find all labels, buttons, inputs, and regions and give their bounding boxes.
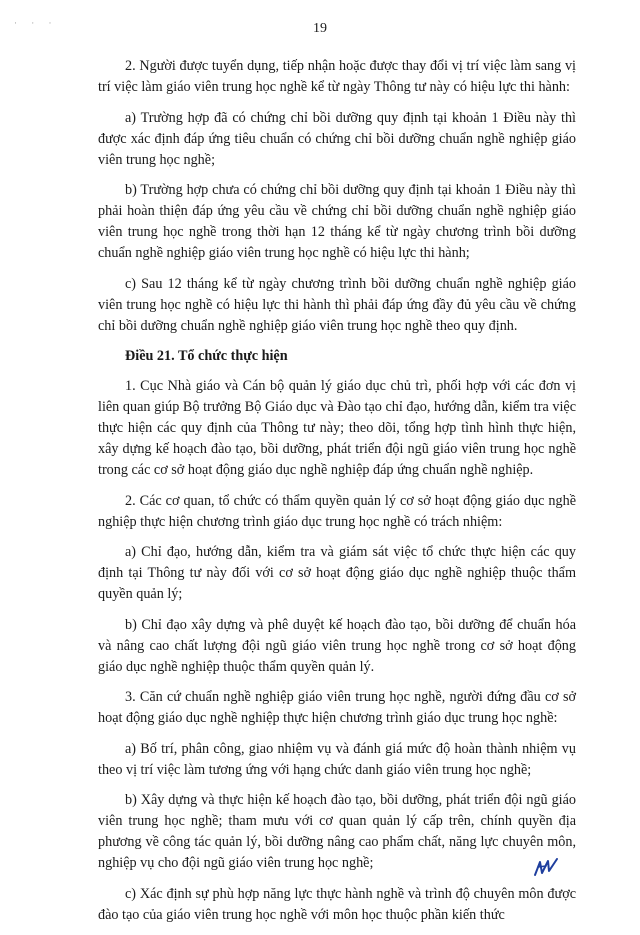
paragraph-article-21-item-3c: c) Xác định sự phù hợp năng lực thực hành nghề và trình độ chuyên môn được đào tạo của giáo viên trung học nghề với môn học thuộc phần kiến thức	[98, 885, 576, 923]
paragraph-article-21-item-1: 1. Cục Nhà giáo và Cán bộ quản lý giáo dục chủ trì, phối hợp với các đơn vị liên quan giúp Bộ trưởng Bộ Giáo dục và Đào tạo chỉ đạo, hướng dẫn, kiểm tra việc thực hiện các quy định của Thông tư này; theo dõi, tổng hợp tình hình thực hiện, xây dựng kế hoạch đào tạo, bồi dưỡng, phát triển đội ngũ giáo viên trung học nghề trong các cơ sở hoạt động giáo dục nghề nghiệp đáp ứng chuẩn nghề nghiệp.	[98, 378, 576, 478]
paragraph-item-2b: b) Trường hợp chưa có chứng chỉ bồi dưỡng quy định tại khoản 1 Điều này thì phải hoàn thiện đáp ứng yêu cầu về chứng chỉ bồi dưỡng chuẩn nghề nghiệp giáo viên trung học nghề trong thời hạn 12 tháng kể từ ngày chương trình bồi dưỡng chuẩn nghề nghiệp giáo viên trung học nghề có hiệu lực thi hành;	[98, 182, 576, 261]
handwritten-initials-icon	[532, 856, 566, 885]
paragraph-article-21-item-2b: b) Chỉ đạo xây dựng và phê duyệt kế hoạch đào tạo, bồi dưỡng để chuẩn hóa và nâng cao chất lượng đội ngũ giáo viên trung học nghề trong cơ sở hoạt động giáo dục nghề nghiệp thuộc thẩm quyền quản lý.	[98, 616, 576, 675]
scan-artifact: · · ·	[14, 18, 58, 28]
paragraph-item-2: 2. Người được tuyển dụng, tiếp nhận hoặc được thay đổi vị trí việc làm sang vị trí việc làm giáo viên trung học nghề kể từ ngày Thông tư này có hiệu lực thi hành:	[98, 58, 576, 95]
document-body	[98, 56, 576, 935]
paragraph-item-2a: a) Trường hợp đã có chứng chỉ bồi dưỡng quy định tại khoản 1 Điều này thì được xác định đáp ứng tiêu chuẩn có chứng chỉ bồi dưỡng chuẩn nghề nghiệp giáo viên trung học nghề;	[98, 109, 576, 168]
page-number: 19	[313, 21, 327, 36]
paragraph-article-21-item-2: 2. Các cơ quan, tổ chức có thẩm quyền quản lý cơ sở hoạt động giáo dục nghề nghiệp thực hiện chương trình giáo dục trung học nghề có trách nhiệm:	[98, 492, 576, 530]
article-21-heading: Điều 21. Tổ chức thực hiện	[125, 348, 288, 364]
paragraph-article-21-item-2a: a) Chỉ đạo, hướng dẫn, kiểm tra và giám sát việc tổ chức thực hiện các quy định tại Thông tư này đối với cơ sở hoạt động giáo dục nghề nghiệp thuộc thẩm quyền quản lý;	[98, 544, 576, 602]
paragraph-article-21-item-3b: b) Xây dựng và thực hiện kế hoạch đào tạo, bồi dưỡng, phát triển đội ngũ giáo viên trung học nghề; tham mưu với cơ quan quản lý cấp trên, chính quyền địa phương về công tác quản lý, bồi dưỡng nâng cao phẩm chất, năng lực chuyên môn, nghiệp vụ cho đội ngũ giáo viên trung học nghề;	[98, 792, 576, 871]
paragraph-article-21-item-3a: a) Bố trí, phân công, giao nhiệm vụ và đánh giá mức độ hoàn thành nhiệm vụ theo vị trí việc làm tương ứng với hạng chức danh giáo viên trung học nghề;	[98, 740, 576, 778]
paragraph-article-21-item-3: 3. Căn cứ chuẩn nghề nghiệp giáo viên trung học nghề, người đứng đầu cơ sở hoạt động giáo dục nghề nghiệp thực hiện chương trình giáo dục trung học nghề:	[98, 689, 576, 726]
paragraph-item-2c: c) Sau 12 tháng kể từ ngày chương trình bồi dưỡng chuẩn nghề nghiệp giáo viên trung học nghề có hiệu lực thi hành thì phải đáp ứng đầy đủ yêu cầu về chứng chỉ bồi dưỡng chuẩn nghề nghiệp giáo viên trung học nghề theo quy định.	[98, 275, 576, 334]
